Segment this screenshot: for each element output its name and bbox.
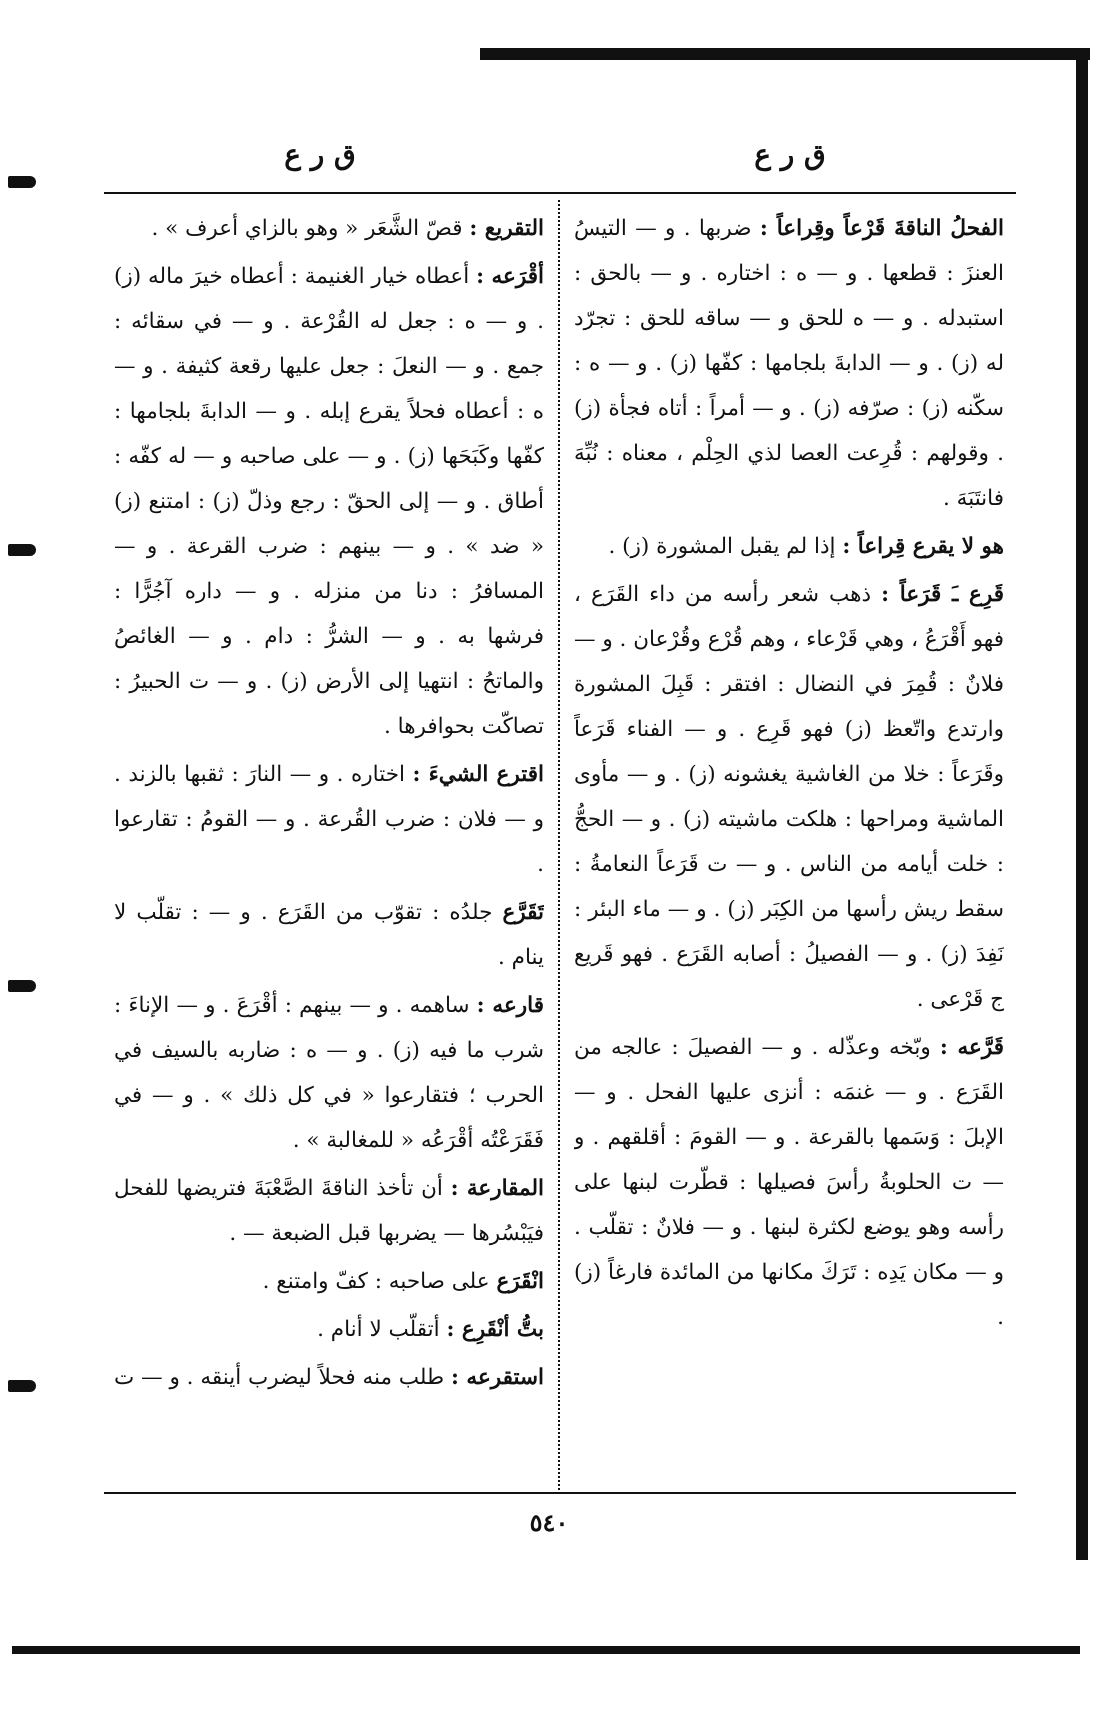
dictionary-entry: [114, 1307, 544, 1352]
entry-headword: استقرعه :: [451, 1365, 544, 1390]
entry-headword: انْقَرَع: [496, 1269, 544, 1294]
dictionary-entry: [114, 1166, 544, 1256]
dictionary-entry: [114, 752, 544, 887]
dictionary-entry: [114, 983, 544, 1163]
running-header-left: ق ر ع: [284, 138, 356, 171]
entry-definition: ذهب شعر رأسه من داء القَرَع ، فهو أَقْرَعُ ، وهي قَرْعاء ، وهم قُرْع وقُرْعان . و — فلانٌ : قُمِرَ في النضال : افتقر : قَبِلَ المشورة وارتدع واتّعظ (ز) فهو قَرِع . و — الفناء قَرَعاً وقَرَعاً : خلا من الغاشية يغشونه (ز) . و — مأوى الماشية ومراحها : هلكت ماشيته (ز) . و — الحجُّ : خلت أيامه من الناس . و — ت قَرَعاً النعامةُ : سقط ريش رأسها من الكِبَر (ز) . و — ماء البئر : نَفِدَ (ز) . و — الفصيلُ : أصابه القَرَع . فهو قَريع ج قَرْعى .: [574, 582, 1004, 1012]
top-border-rule: [480, 48, 1090, 60]
entry-headword: التقريع :: [469, 216, 544, 241]
dictionary-entry: [574, 524, 1004, 569]
bottom-border-rule: [12, 1646, 1080, 1654]
entry-headword: قَرِع ـَ قَرَعاً :: [881, 582, 1004, 607]
entry-definition: إذا لم يقبل المشورة (ز) .: [608, 534, 843, 559]
footer-divider: [104, 1492, 1016, 1494]
header-divider: [104, 192, 1016, 194]
dictionary-entry: [574, 572, 1004, 1022]
edge-mark: [8, 1380, 36, 1392]
dictionary-entry: [114, 206, 544, 251]
entry-definition: طلب منه فحلاً ليضرب أينقه . و — ت: [114, 1365, 451, 1390]
right-column: [574, 206, 1004, 1486]
entry-definition: على صاحبه : كفّ وامتنع .: [262, 1269, 497, 1294]
entry-definition: ساهمه . و — بينهم : أقْرَعَ . و — الإناءَ : شرب ما فيه (ز) . و — ه : ضاربه بالسيف في الحرب ؛ فتقارعوا « في كل ذلك » . و — في فَقَرَعْتُه أقْرَعُه « للمغالبة » .: [114, 993, 544, 1153]
edge-mark: [8, 544, 36, 556]
entry-definition: أتقلّب لا أنام .: [317, 1317, 447, 1342]
entry-headword: أقْرَعه :: [476, 264, 544, 289]
right-border-rule: [1076, 60, 1088, 1560]
running-header-right: ق ر ع: [754, 138, 826, 171]
entry-headword: قَرَّعه :: [939, 1035, 1004, 1060]
entry-definition: وبّخه وعذّله . و — الفصيلَ : عالجه من القَرَع . و — غنمَه : أنزى عليها الفحل . و — الإبلَ : وَسَمها بالقرعة . و — القومَ : أقلقهم . و — ت الحلوبةُ رأسَ فصيلها : قطّرت لبنها على رأسه وهو يوضع لكثرة لبنها . و — فلانٌ : تقلّب . و — مكان يَدِه : تَرَكَ مكانها من المائدة فارغاً (ز) .: [574, 1035, 1004, 1330]
entry-headword: تَقَرَّع: [502, 900, 544, 925]
left-column: [114, 206, 544, 1486]
dictionary-entry: [114, 254, 544, 749]
dictionary-entry: [114, 1355, 544, 1400]
entry-definition: جلدُه : تقوّب من القَرَع . و — : تقلّب لا ينام .: [114, 900, 544, 970]
edge-mark: [8, 980, 36, 992]
page-number: ٥٤٠: [529, 1508, 569, 1537]
dictionary-entry: [114, 890, 544, 980]
dictionary-entry: [574, 1025, 1004, 1340]
entry-headword: اقترع الشيءَ :: [412, 762, 544, 787]
entry-definition: ضربها . و — التيسُ العنزَ : قطعها . و — ه : اختاره . و — بالحق : استبدله . و — ه للحق و — ساقه للحق : تجرّد له (ز) . و — الدابةَ بلجامها : كفّها (ز) . و — ه : سكّنه (ز) : صرّفه (ز) . و — أمراً : أتاه فجأة (ز) . وقولهم : قُرِعت العصا لذي الحِلْم ، معناه : نُبِّهَ فانتَبَهَ .: [574, 216, 1004, 511]
entry-definition: أعطاه خيار الغنيمة : أعطاه خيرَ ماله (ز) . و — ه : جعل له القُرْعة . و — في سقائه : جمع . و — النعلَ : جعل عليها رقعة كثيفة . و — ه : أعطاه فحلاً يقرع إبله . و — الدابةَ بلجامها : كفّها وكَبَحَها (ز) . و — على صاحبه و — له كفّه : أطاق . و — إلى الحقّ : رجع وذلّ (ز) : امتنع (ز) « ضد » . و — بينهم : ضرب القرعة . و — المسافرُ : دنا من منزله . و — داره آجُرًّا : فرشها به . و — الشرُّ : دام . و — الغائصُ والماتحُ : انتهيا إلى الأرض (ز) . و — ت الحبيرُ : تصاكّت بحوافرها .: [114, 264, 544, 739]
entry-headword: بتُّ أنْقَرِع :: [446, 1317, 544, 1342]
dictionary-entry: [574, 206, 1004, 521]
entry-definition: قصّ الشَّعَر « وهو بالزاي أعرف » .: [151, 216, 470, 241]
entry-headword: قارعه :: [476, 993, 544, 1018]
dictionary-entry: [114, 1259, 544, 1304]
entry-definition: أن تأخذ الناقةَ الصَّعْبَةَ فتريضها للفحل فيَبْسُرها — يضربها قبل الضبعة — .: [114, 1176, 544, 1246]
edge-mark: [8, 176, 36, 188]
column-divider: [558, 200, 560, 1490]
entry-headword: الفحلُ الناقةَ قَرْعاً وقِراعاً :: [759, 216, 1004, 241]
entry-headword: المقارعة :: [450, 1176, 544, 1201]
entry-definition: اختاره . و — النارَ : ثقبها بالزند . و — فلان : ضرب القُرعة . و — القومُ : تقارعوا .: [114, 762, 544, 877]
entry-headword: هو لا يقرع قِراعاً :: [842, 534, 1004, 559]
